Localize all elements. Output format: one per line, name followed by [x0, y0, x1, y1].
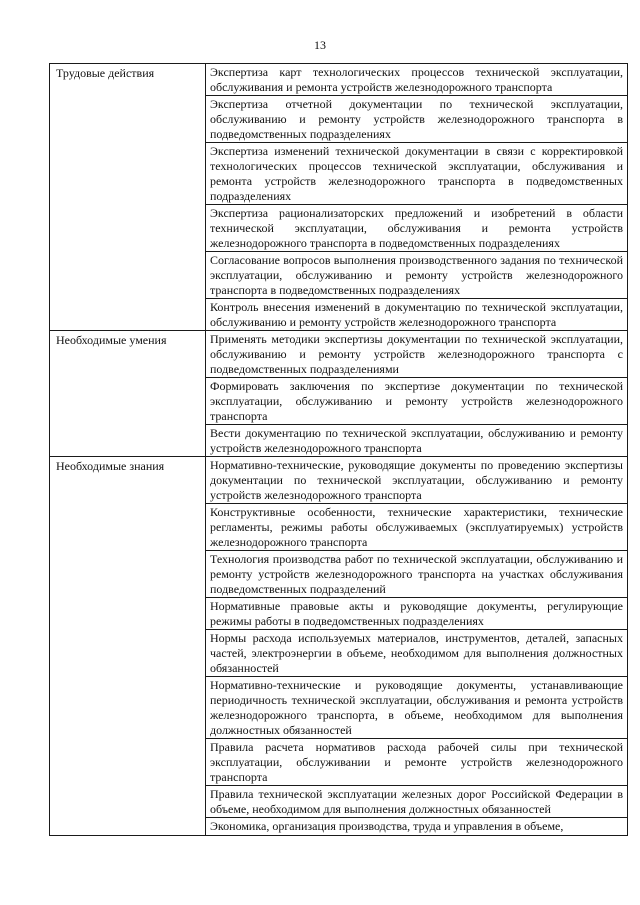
list-item: Согласование вопросов выполнения производственного задания по технической эксплуатации, обслуживанию и ремонту устройств железнодорожного транспорта в подведомственных подразделениях	[206, 252, 627, 299]
list-item: Технология производства работ по технической эксплуатации, обслуживанию и ремонту устройств железнодорожного транспорта на участках обслуживания подведомственных подразделений	[206, 551, 627, 598]
list-item: Экономика, организация производства, труда и управления в объеме,	[210, 819, 564, 833]
section-label-required-knowledge: Необходимые знания	[50, 457, 206, 836]
list-item: Экспертиза отчетной документации по технической эксплуатации, обслуживанию и ремонту устройств железнодорожного транспорта в подведомственных подразделениях	[206, 96, 627, 143]
section-items-required-skills	[206, 331, 628, 457]
table-row-labor-actions	[50, 64, 628, 331]
page-number: 13	[314, 38, 326, 52]
list-item: Нормы расхода используемых материалов, инструментов, деталей, запасных частей, электроэнергии в объеме, необходимом для выполнения должностных обязанностей	[206, 630, 627, 677]
list-item: Конструктивные особенности, технические характеристики, технические регламенты, режимы работы обслуживаемых (эксплуатируемых) устройств железнодорожного транспорта	[206, 504, 627, 551]
list-item: Экспертиза изменений технической документации в связи с корректировкой технологических процессов технической эксплуатации, обслуживания и ремонта устройств железнодорожного транспорта в подведомственных подразделениях	[206, 143, 627, 205]
list-item: Нормативно-технические, руководящие документы по проведению экспертизы документации по технической эксплуатации, обслуживанию и ремонту устройств железнодорожного транспорта	[206, 457, 627, 504]
list-item: Формировать заключения по экспертизе документации по технической эксплуатации, обслуживанию и ремонту устройств железнодорожного транспорта	[206, 378, 627, 425]
competency-table	[49, 63, 628, 836]
list-item: Правила расчета нормативов расхода рабочей силы при технической эксплуатации, обслуживании и ремонте устройств железнодорожного транспорта	[206, 739, 627, 786]
list-item: Контроль внесения изменений в документацию по технической эксплуатации, обслуживанию и ремонту устройств железнодорожного транспорта	[210, 300, 623, 329]
list-item: Экспертиза рационализаторских предложений и изобретений в области технической эксплуатации, обслуживания и ремонта устройств железнодорожного транспорта в подведомственных подразделениях	[206, 205, 627, 252]
section-label-required-skills: Необходимые умения	[50, 331, 206, 457]
table-row-required-skills	[50, 331, 628, 457]
section-label-labor-actions: Трудовые действия	[50, 64, 206, 331]
section-items-labor-actions	[206, 64, 628, 331]
table-row-required-knowledge	[50, 457, 628, 836]
list-item: Вести документацию по технической эксплуатации, обслуживанию и ремонту устройств железнодорожного транспорта	[210, 426, 623, 455]
section-items-required-knowledge	[206, 457, 628, 836]
list-item: Экспертиза карт технологических процессов технической эксплуатации, обслуживания и ремонта устройств железнодорожного транспорта	[206, 64, 627, 96]
list-item: Нормативные правовые акты и руководящие документы, регулирующие режимы работы в подведомственных подразделениях	[206, 598, 627, 630]
list-item: Нормативно-технические и руководящие документы, устанавливающие периодичность технической эксплуатации, обслуживания и ремонта устройств железнодорожного транспорта, в объеме, необходимом для выполнения должностных обязанностей	[206, 677, 627, 739]
list-item: Правила технической эксплуатации железных дорог Российской Федерации в объеме, необходимом для выполнения должностных обязанностей	[206, 786, 627, 818]
list-item: Применять методики экспертизы документации по технической эксплуатации, обслуживанию и ремонту устройств железнодорожного транспорта с подведомственных подразделениями	[206, 331, 627, 378]
